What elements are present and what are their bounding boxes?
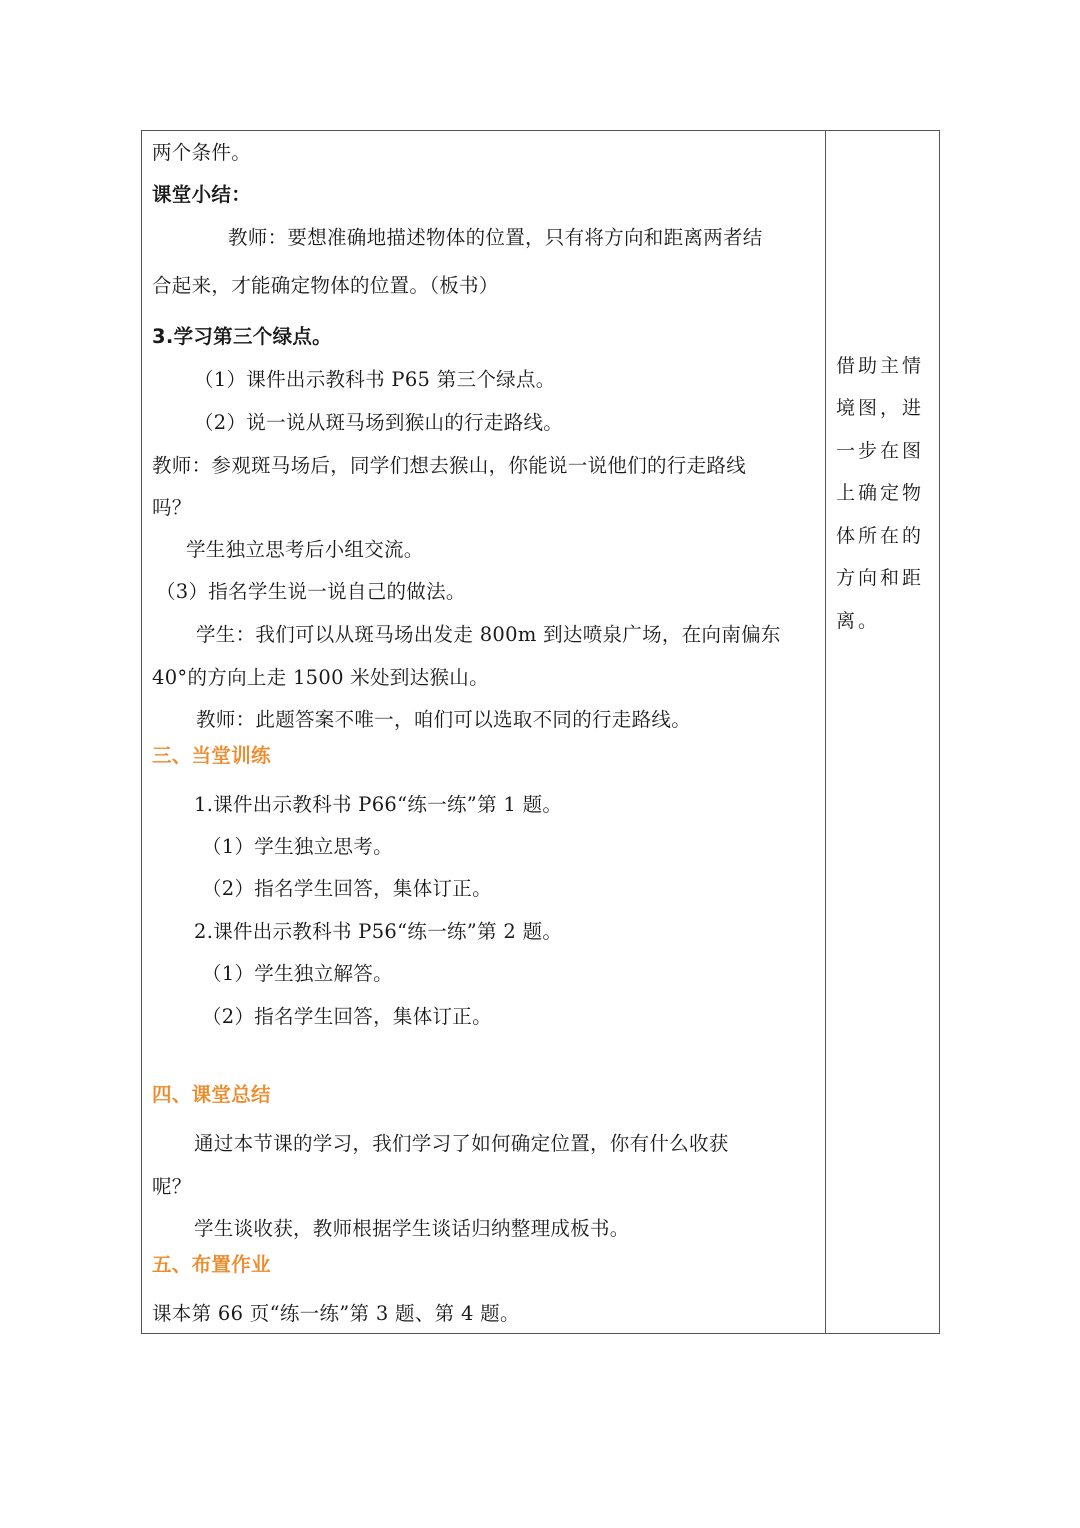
text-line: 1.课件出示教科书 P66“练一练”第 1 题。	[194, 793, 563, 816]
text-line: 吗？	[152, 496, 192, 519]
text-line: （1）课件出示教科书 P65 第三个绿点。	[194, 368, 556, 391]
text-line: 学生：我们可以从斑马场出发走 800m 到达喷泉广场，在向南偏东	[196, 623, 781, 646]
side-note-line: 方向和距	[836, 567, 925, 589]
section-heading: 四、课堂总结	[152, 1083, 271, 1106]
text-line: 课本第 66 页“练一练”第 3 题、第 4 题。	[152, 1302, 520, 1325]
text-line: 40°的方向上走 1500 米处到达猴山。	[152, 666, 489, 689]
text-line: 两个条件。	[152, 141, 252, 164]
text-line: 2.课件出示教科书 P56“练一练”第 2 题。	[194, 920, 563, 943]
text-line: 学生独立思考后小组交流。	[186, 538, 424, 561]
text-line: （1）学生独立思考。	[202, 835, 393, 858]
text-line: 教师：参观斑马场后，同学们想去猴山，你能说一说他们的行走路线	[152, 454, 747, 477]
side-note-line: 借助主情	[836, 355, 925, 377]
side-note-line: 境图，进	[836, 397, 925, 419]
side-note-line: 一步在图	[836, 440, 925, 462]
text-line: 合起来，才能确定物体的位置。（板书）	[152, 274, 499, 297]
side-note-line: 离。	[836, 610, 881, 632]
lesson-table	[141, 130, 940, 1334]
side-note-line: 上确定物	[836, 482, 925, 504]
column-divider	[825, 131, 826, 1333]
text-line: 通过本节课的学习，我们学习了如何确定位置，你有什么收获	[194, 1132, 729, 1155]
text-line: （2）指名学生回答，集体订正。	[202, 1005, 492, 1028]
text-line: （3）指名学生说一说自己的做法。	[156, 580, 466, 603]
section-heading: 三、当堂训练	[152, 744, 271, 767]
text-line: 呢？	[152, 1175, 192, 1198]
section-subheading: 3.学习第三个绿点。	[152, 325, 332, 348]
text-line: 教师：要想准确地描述物体的位置，只有将方向和距离两者结	[228, 226, 763, 249]
side-note-line: 体所在的	[836, 525, 925, 547]
text-line: 学生谈收获，教师根据学生谈话归纳整理成板书。	[194, 1217, 630, 1240]
section-heading: 五、布置作业	[152, 1253, 271, 1276]
section-subheading: 课堂小结：	[152, 183, 252, 206]
text-line: （2）说一说从斑马场到猴山的行走路线。	[194, 411, 564, 434]
text-line: 教师：此题答案不唯一，咱们可以选取不同的行走路线。	[196, 708, 692, 731]
text-line: （2）指名学生回答，集体订正。	[202, 877, 492, 900]
text-line: （1）学生独立解答。	[202, 962, 393, 985]
